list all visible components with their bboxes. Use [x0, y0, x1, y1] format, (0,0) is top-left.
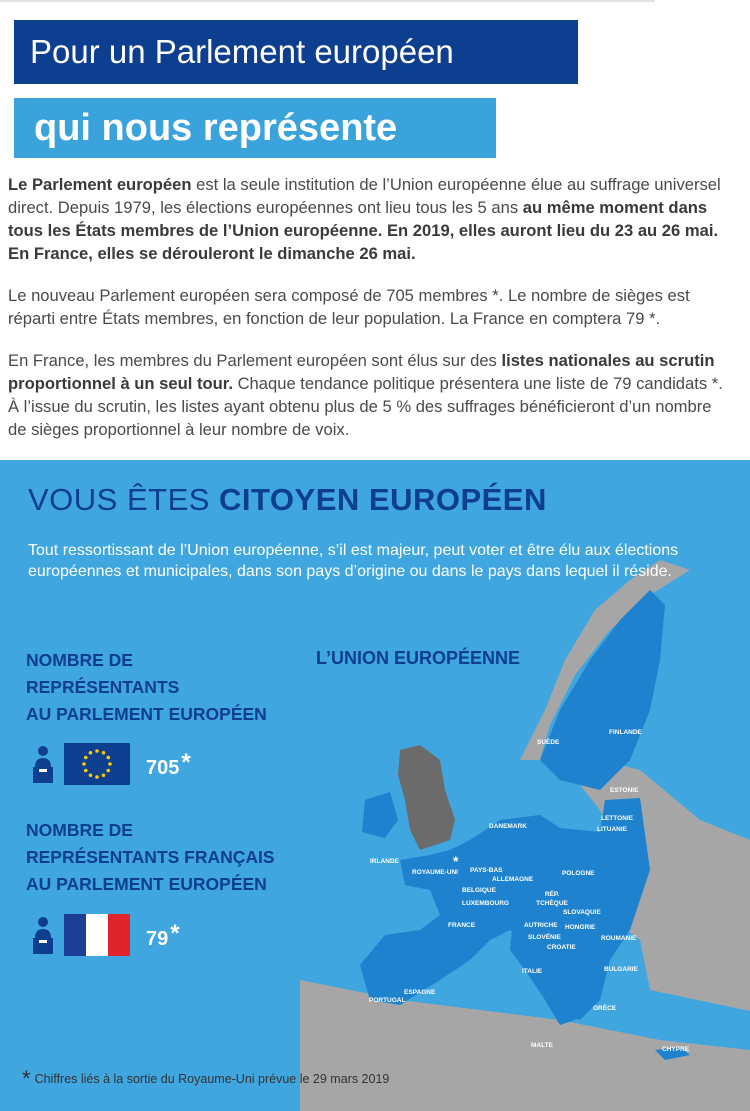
- intro-p1-text: est la seule institution de l’Union européenne élue au suffrage universel direct. Depuis 1979, les élections européennes ont lieu tous les 5 ans: [8, 175, 721, 217]
- eu-heading-line3: AU PARLEMENT EUROPÉEN: [26, 704, 267, 724]
- eu-flag-star: [89, 773, 93, 777]
- footnote-text: Chiffres liés à la sortie du Royaume-Uni prévue le 29 mars 2019: [34, 1072, 390, 1086]
- map-uk-asterisk: *: [453, 853, 459, 869]
- map-label-pologne: POLOGNE: [562, 870, 595, 877]
- intro-bold-lists: listes nationales au scrutin proportionnel à un seul tour.: [8, 351, 715, 393]
- map-label-grece: GRÈCE: [593, 1005, 617, 1012]
- eu-representatives-heading: [26, 647, 267, 728]
- intro-p3-text-c: Chaque tendance politique présentera une liste de 79 candidats *. À l’issue du scrutin, les listes ayant obtenu plus de 5 % des suffrages bénéficieront d’un nombre de sièges proportionnel à leur nombre de voix.: [8, 374, 723, 439]
- map-label-espagne: ESPAGNE: [404, 989, 436, 996]
- eu-flag-star: [84, 756, 88, 760]
- intro-paragraph-3: [8, 349, 724, 441]
- map-label-hongrie: HONGRIE: [565, 924, 596, 931]
- intro-paragraph-1: [8, 173, 724, 265]
- map-label-estonie: ESTONIE: [610, 787, 639, 794]
- eu-representatives-value: [146, 749, 191, 780]
- intro-p3-text-a: En France, les membres du Parlement européen sont élus sur des: [8, 351, 502, 370]
- citizen-title-light: VOUS ÊTES: [28, 482, 220, 517]
- eu-flag-star: [102, 773, 106, 777]
- top-divider: [0, 0, 655, 2]
- map-label-rep-tcheque: RÉP. TCHÈQUE: [536, 891, 568, 907]
- map-label-bulgarie: BULGARIE: [604, 966, 638, 973]
- eu-flag-star: [102, 751, 106, 755]
- intro-bold-dates: au même moment dans tous les États membres de l’Union européenne. En 2019, elles auront lieu du 23 au 26 mai. En France, elles se dérouleront le dimanche 26 mai.: [8, 198, 719, 263]
- map-uk: [398, 745, 455, 850]
- map-label-suede: SUÈDE: [537, 739, 560, 746]
- eu-flag-star: [95, 775, 99, 779]
- footnote-asterisk: *: [22, 1066, 31, 1091]
- map-label-pays-bas: PAYS-BAS: [470, 867, 503, 874]
- podium-icon: [30, 916, 56, 954]
- eu-flag-icon: [64, 743, 130, 785]
- intro-text: [8, 173, 724, 460]
- title-banner-line2: qui nous représente: [14, 98, 496, 158]
- fr-heading-line1: NOMBRE DE: [26, 820, 133, 840]
- eu-flag-star: [106, 756, 110, 760]
- map-label-roumanie: ROUMANIE: [601, 935, 637, 942]
- eu-flag-star: [95, 749, 99, 753]
- map-title: L’UNION EUROPÉENNE: [316, 648, 521, 668]
- fr-value-asterisk: *: [170, 919, 180, 947]
- eu-flag-star: [84, 769, 88, 773]
- map-label-belgique: BELGIQUE: [462, 887, 496, 894]
- map-label-allemagne: ALLEMAGNE: [492, 876, 534, 883]
- fr-representatives-value: [146, 920, 180, 951]
- map-label-finlande: FINLANDE: [609, 729, 642, 736]
- intro-paragraph-2: Le nouveau Parlement européen sera composé de 705 membres *. Le nombre de sièges est réparti entre États membres, en fonction de leur population. La France en comptera 79 *.: [8, 286, 690, 328]
- eu-representatives-row: [30, 743, 191, 785]
- eu-heading-line2: REPRÉSENTANTS: [26, 677, 180, 697]
- citizen-title: [28, 482, 547, 518]
- map-label-lettonie: LETTONIE: [601, 815, 634, 822]
- podium-icon: [30, 745, 56, 783]
- map-label-lituanie: LITUANIE: [597, 826, 627, 833]
- map-label-irlande: IRLANDE: [370, 858, 399, 865]
- map-label-chypre: CHYPRE: [662, 1046, 690, 1053]
- map-label-france: FRANCE: [448, 922, 476, 929]
- map-label-danemark: DANEMARK: [489, 823, 527, 830]
- france-flag-icon: [64, 914, 130, 956]
- map-label-italie: ITALIE: [522, 968, 543, 975]
- map-label-croatie: CROATIE: [547, 944, 576, 951]
- citizen-text: Tout ressortissant de l’Union européenne, s’il est majeur, peut voter et être élu aux élections européennes et municipales, dans son pays d’origine ou dans le pays dans lequel il réside.: [28, 542, 679, 580]
- fr-value-number: 79: [146, 927, 169, 950]
- footnote: [22, 1066, 389, 1092]
- eu-flag-star: [108, 762, 112, 766]
- map-label-luxembourg: LUXEMBOURG: [462, 900, 509, 907]
- eu-map: [300, 560, 750, 1111]
- eu-flag-star: [106, 769, 110, 773]
- map-ireland: [362, 792, 398, 838]
- intro-bold-parliament: Le Parlement européen: [8, 175, 192, 194]
- title-banner-line1: Pour un Parlement européen: [14, 20, 578, 84]
- fr-representatives-heading: [26, 817, 275, 898]
- map-label-royaume-uni: ROYAUME-UNI: [412, 869, 458, 876]
- map-label-portugal: PORTUGAL: [369, 997, 406, 1004]
- eu-heading-line1: NOMBRE DE: [26, 650, 133, 670]
- eu-flag-star: [82, 762, 86, 766]
- eu-value-number: 705: [146, 756, 180, 779]
- citizen-section: [0, 460, 750, 1111]
- map-label-slovenie: SLOVÉNIE: [528, 934, 561, 941]
- citizen-title-bold: CITOYEN EUROPÉEN: [219, 482, 547, 517]
- map-label-autriche: AUTRICHE: [524, 922, 558, 929]
- fr-heading-line3: AU PARLEMENT EUROPÉEN: [26, 874, 267, 894]
- fr-representatives-row: [30, 914, 180, 956]
- eu-value-asterisk: *: [181, 748, 191, 776]
- map-label-malte: MALTE: [531, 1042, 553, 1049]
- map-label-slovaquie: SLOVAQUIE: [563, 909, 601, 916]
- eu-flag-star: [89, 751, 93, 755]
- fr-heading-line2: REPRÉSENTANTS FRANÇAIS: [26, 847, 275, 867]
